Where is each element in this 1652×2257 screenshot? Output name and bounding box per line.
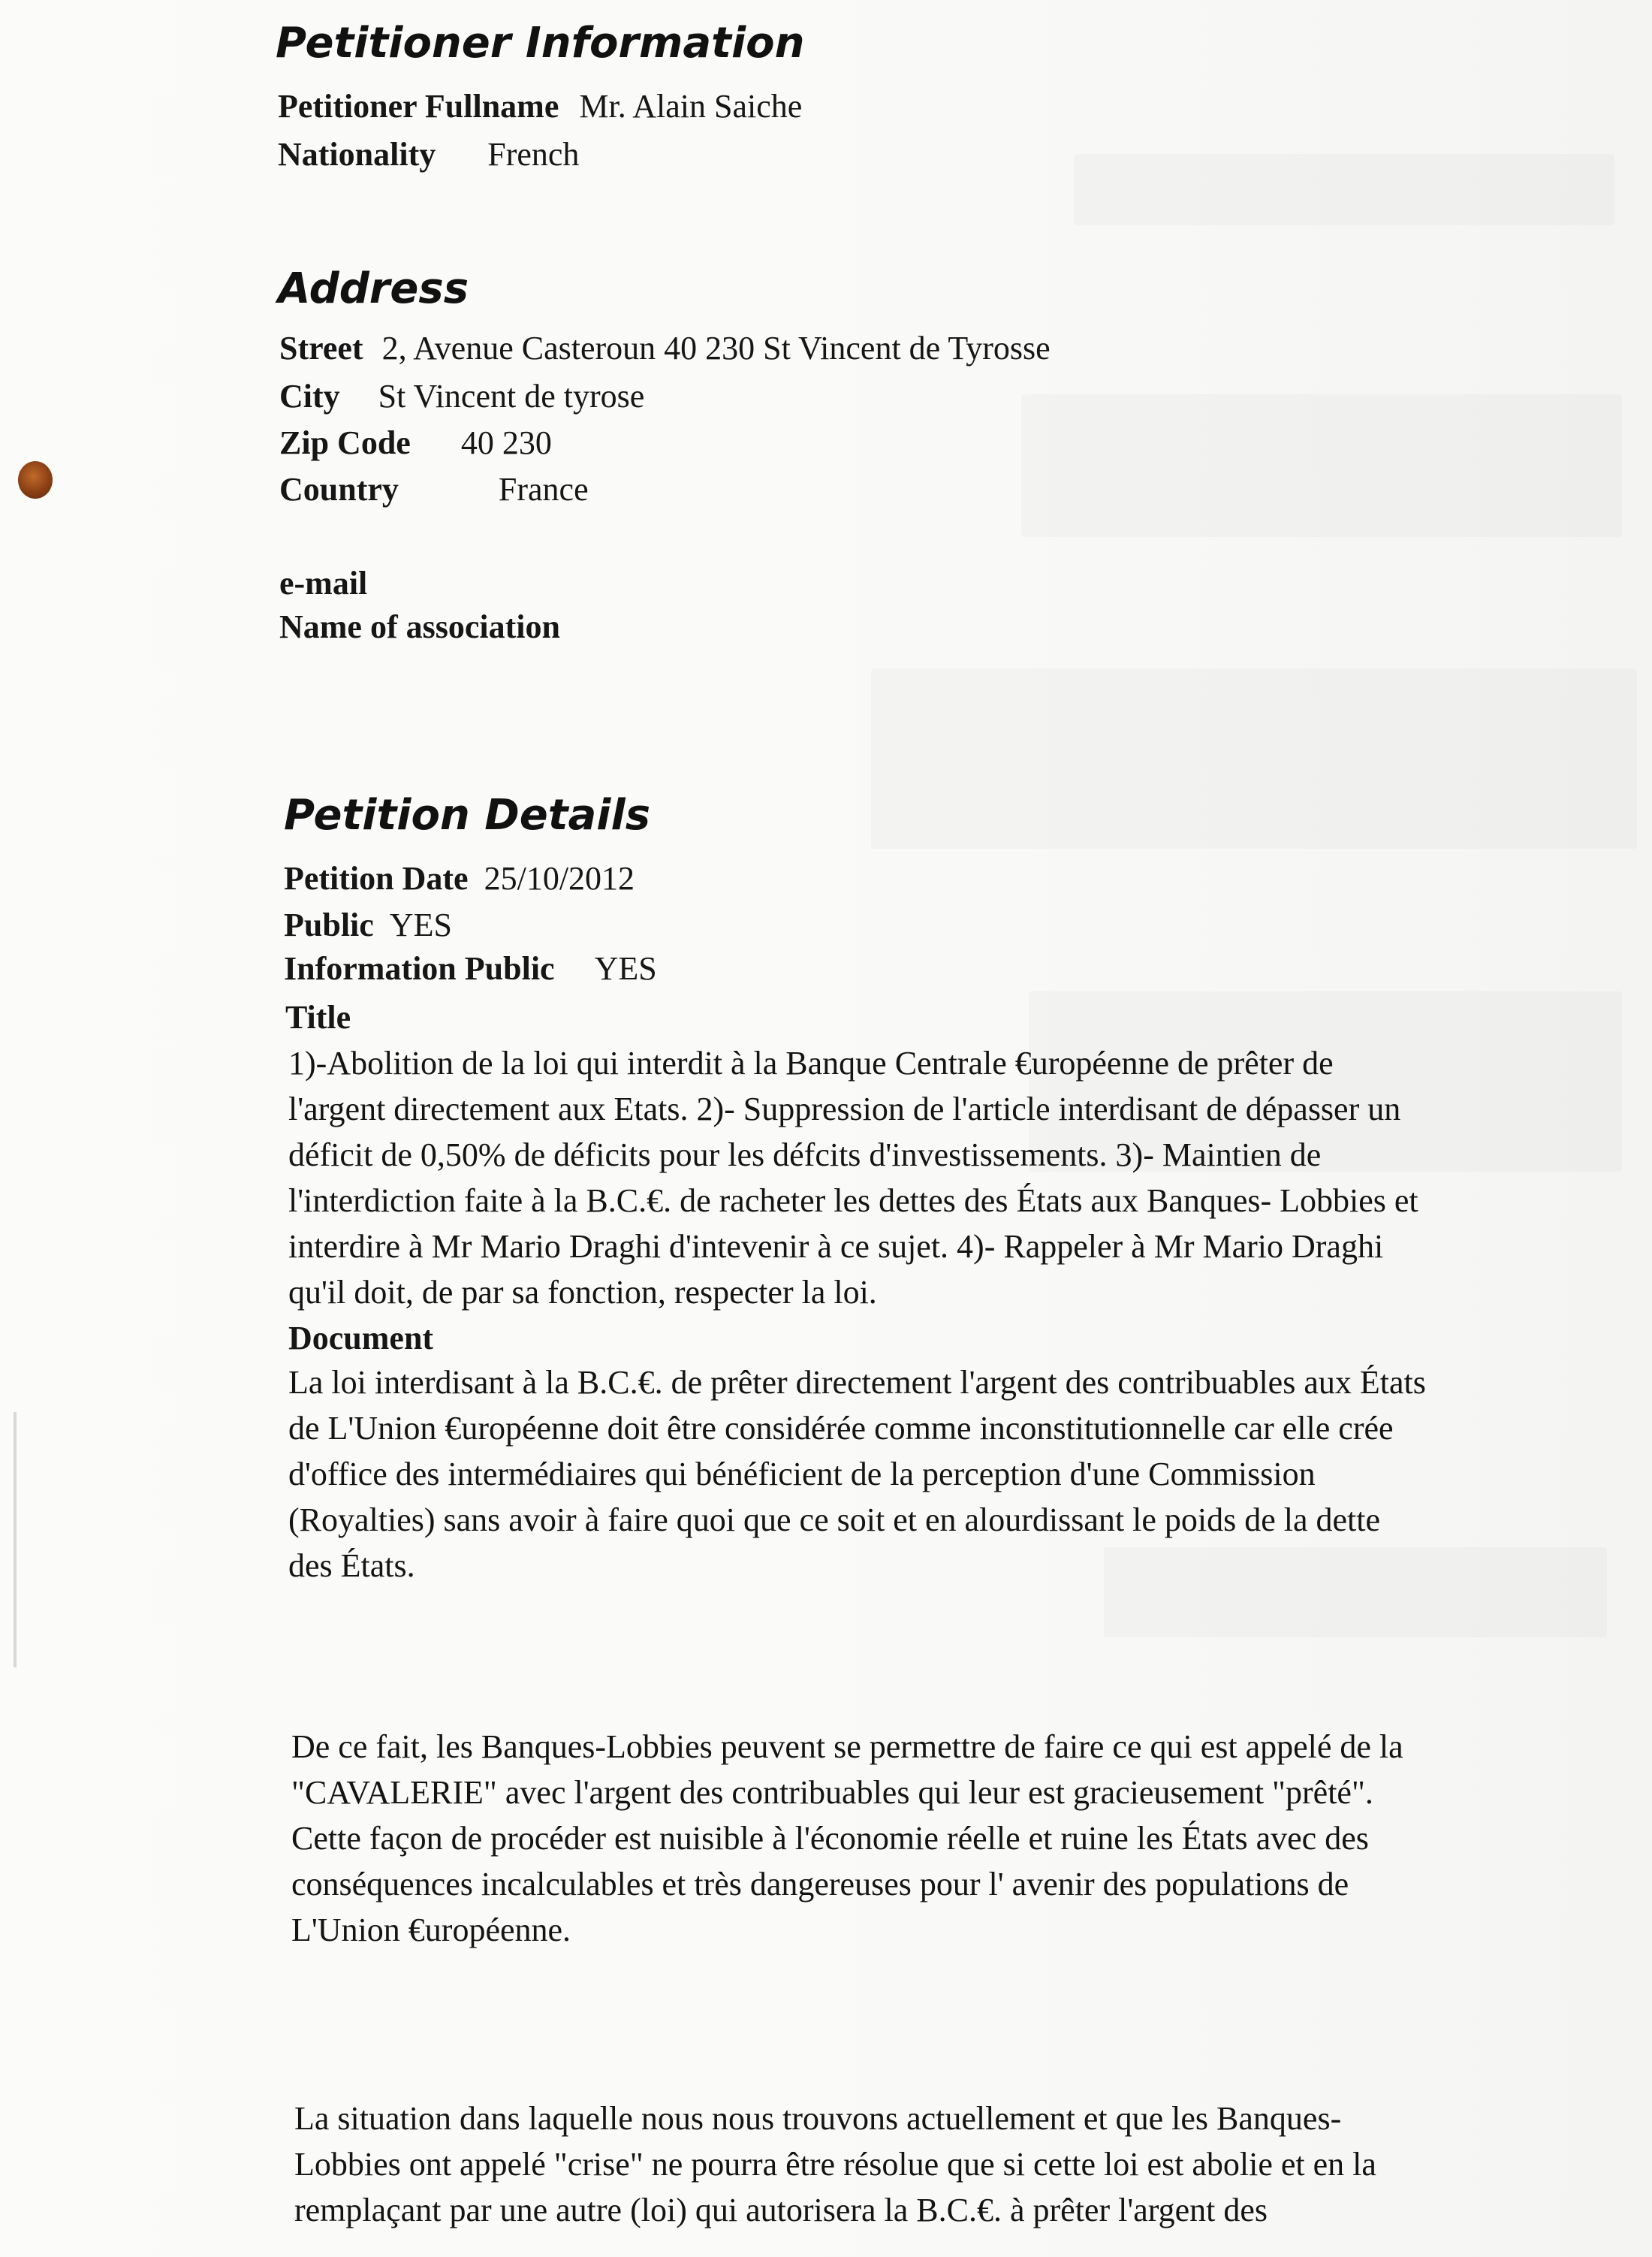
street-row [279,332,1051,365]
public-value: YES [389,907,452,943]
public-label: Public [284,907,374,943]
street-value: 2, Avenue Casteroun 40 230 St Vincent de Tyrosse [381,330,1051,367]
document-paragraph-1: La loi interdisant à la B.C.€. de prêter directement l'argent des contribuables aux États de L'Union €uropéenne doit être considérée comme inconstitutionnelle car elle crée d'office des intermédiaires qui bénéficient de la perception d'une Commission (Royalties) sans avoir à faire quoi que ce soit et en alourdissant le poids de la dette des États. [288,1364,1426,1584]
zip-code-value: 40 230 [460,424,552,461]
street-label: Street [279,330,363,367]
country-row [279,473,589,506]
petitioner-fullname-label: Petitioner Fullname [278,88,559,125]
petition-date-value: 25/10/2012 [484,860,635,897]
title-label-row [285,1001,351,1034]
petition-title-text: 1)-Abolition de la loi qui interdit à la Banque Centrale €uropéenne de prêter de l'argent directement aux Etats. 2)- Suppression de l'article interdisant de dépasser un déficit de 0,50% de déficits pour les défcits d'investissements. 3)- Maintien de l'interdiction faite à la B.C.€. de racheter les dettes des États aux Banques- Lobbies et interdire à Mr Mario Draghi d'intevenir à ce sujet. 4)- Rappeler à Mr Mario Draghi qu'il doit, de par sa fonction, respecter la loi. [288,1045,1418,1311]
document-label: Document [288,1320,434,1356]
email-label: e-mail [279,565,368,602]
nationality-label: Nationality [278,136,436,173]
email-row [279,567,367,600]
title-label: Title [285,999,351,1036]
country-value: France [498,471,589,508]
petitioner-information-heading: Petitioner Information [276,19,805,68]
faint-show-through-block-1 [1074,154,1614,225]
zip-code-label: Zip Code [279,424,411,461]
petitioner-fullname-value: Mr. Alain Saiche [579,88,803,125]
faint-show-through-block-3 [871,668,1637,849]
document-label-row [288,1322,433,1355]
nationality-value: French [487,136,580,173]
city-value: St Vincent de tyrose [378,378,645,415]
faint-show-through-block-2 [1021,394,1622,537]
association-label: Name of association [279,608,560,645]
country-label: Country [279,471,399,508]
association-row [279,608,560,645]
petition-date-label: Petition Date [284,860,469,897]
zip-code-row [279,424,552,461]
document-paragraph-3: La situation dans laquelle nous nous trouvons actuellement et que les Banques- Lobbies ont appelé "crise" ne pourra être résolue que si cette loi est abolie et en la remplaçant par une autre (loi) qui autorisera la B.C.€. à prêter l'argent des [294,2100,1376,2228]
city-label: City [279,378,340,415]
document-paragraph-2: De ce fait, les Banques-Lobbies peuvent se permettre de faire ce qui est appelé de la "CAVALERIE" avec l'argent des contribuables qui leur est gracieusement "prêté". Cette façon de procéder est nuisible à l'économie réelle et ruine les États avec des conséquences incalculables et très dangereuses pour l' avenir des populations de L'Union €uropéenne. [291,1728,1403,1948]
public-row [284,909,452,942]
nationality-row [278,138,579,171]
petition-date-row [284,862,635,895]
information-public-label: Information Public [284,950,555,987]
address-heading: Address [278,264,469,313]
city-row [279,380,644,413]
information-public-value: YES [594,950,657,987]
left-edge-mark [14,1412,17,1667]
petition-details-heading: Petition Details [284,791,651,840]
petitioner-fullname-row [278,90,802,123]
stain-spot [18,461,53,499]
information-public-row [284,952,657,985]
